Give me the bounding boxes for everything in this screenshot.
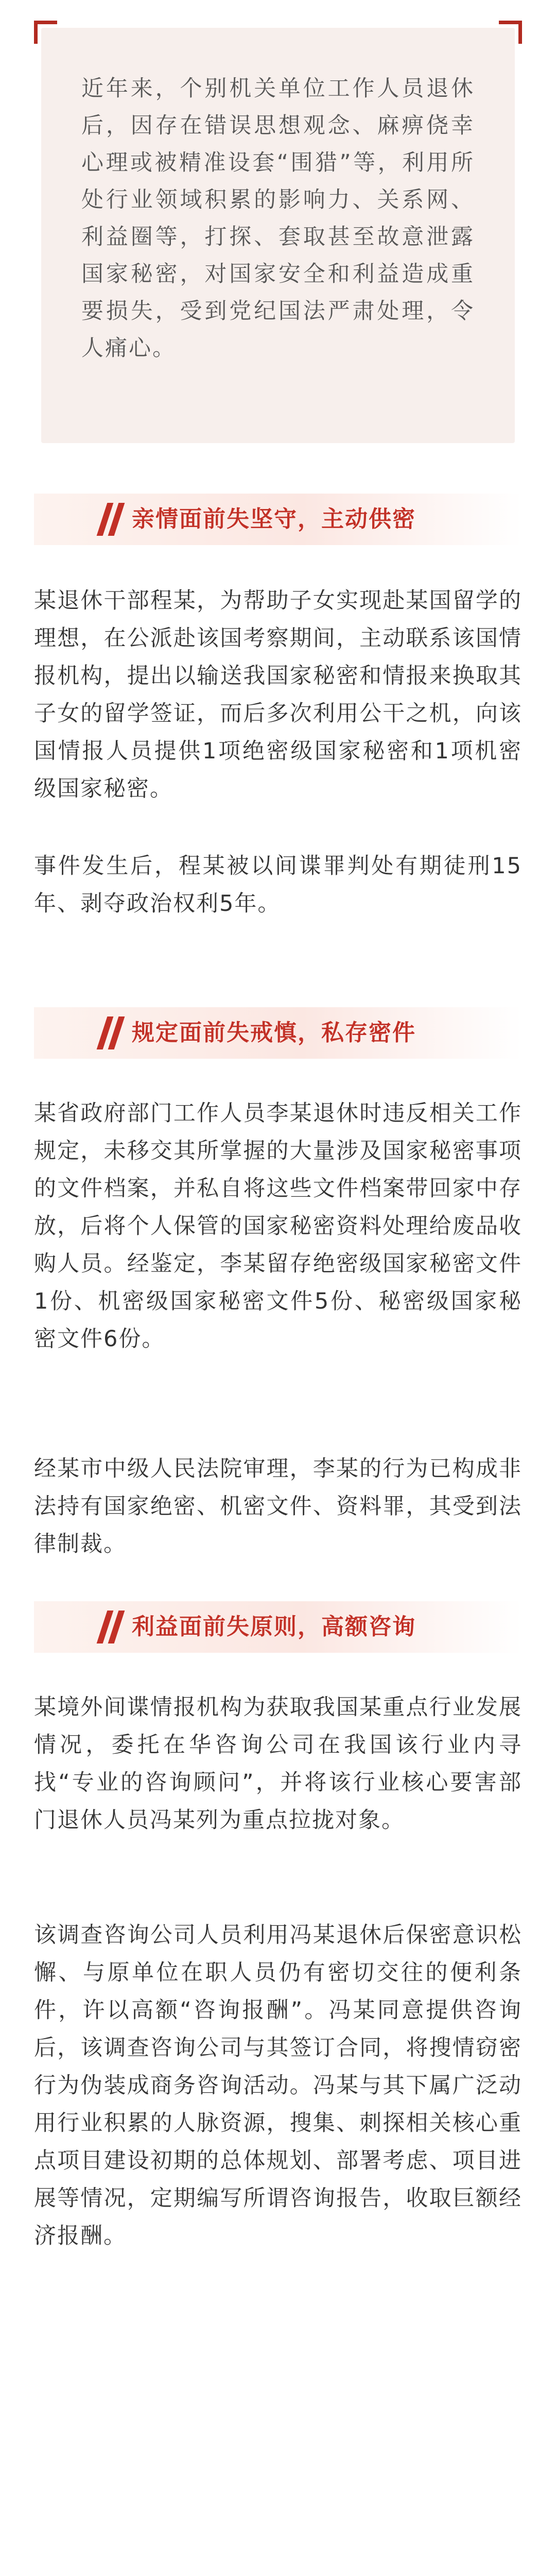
intro-text: 近年来，个别机关单位工作人员退休后，因存在错误思想观念、麻痹侥幸心理或被精准设套“围猎”等，利用所处行业领域积累的影响力、关系网、利益圈等，打探、套取甚至故意泄露国家秘密，对国家安全和利益造成重要损失，受到党纪国法严肃处理，令人痛心。: [81, 76, 475, 361]
paragraph: 某境外间谍情报机构为获取我国某重点行业发展情况，委托在华咨询公司在我国该行业内寻找“专业的咨询顾问”，并将该行业核心要害部门退休人员冯某列为重点拉拢对象。: [34, 1694, 522, 1833]
paragraph: 经某市中级人民法院审理，李某的行为已构成非法持有国家绝密、机密文件、资料罪，其受到法律制裁。: [34, 1456, 522, 1557]
section-title: 规定面前失戒慎，私存密件: [132, 1020, 416, 1046]
paragraph: 某省政府部门工作人员李某退休时违反相关工作规定，未移交其所掌握的大量涉及国家秘密事项的文件档案，并私自将这些文件档案带回家中存放，后将个人保管的国家秘密资料处理给废品收购人员。经鉴定，李某留存绝密级国家秘密文件1份、机密级国家秘密文件5份、秘密级国家秘密文件6份。: [34, 1100, 522, 1352]
heading-slash-marks-icon: [101, 1016, 124, 1049]
heading-slash-marks-icon: [101, 503, 124, 536]
paragraph: 事件发生后，程某被以间谍罪判处有期徒刑15年、剥夺政治权利5年。: [34, 853, 522, 917]
paragraph: 某退休干部程某，为帮助子女实现赴某国留学的理想，在公派赴该国考察期间，主动联系该国情报机构，提出以输送我国家秘密和情报来换取其子女的留学签证，而后多次利用公干之机，向该国情报人员提供1项绝密级国家秘密和1项机密级国家秘密。: [34, 588, 522, 802]
paragraph: [34, 2570, 522, 2576]
section-heading-3: [34, 1601, 522, 1653]
section-title: 亲情面前失坚守，主动供密: [132, 506, 416, 532]
heading-slash-marks-icon: [101, 1611, 124, 1643]
section-heading-1: [34, 494, 522, 545]
paragraph: 该调查咨询公司人员利用冯某退休后保密意识松懈、与原单位在职人员仍有密切交往的便利条件，许以高额“咨询报酬”。冯某同意提供咨询后，该调查咨询公司与其签订合同，将搜情窃密行为伪装成商务咨询活动。冯某与其下属广泛动用行业积累的人脉资源，搜集、刺探相关核心重点项目建设初期的总体规划、部署考虑、项目进展等情况，定期编写所谓咨询报告，收取巨额经济报酬。: [34, 1922, 522, 2249]
intro-block: [34, 21, 522, 443]
intro-box: [41, 28, 515, 443]
section-heading-2: [34, 1007, 522, 1059]
section-title: 利益面前失原则，高额咨询: [132, 1614, 416, 1640]
